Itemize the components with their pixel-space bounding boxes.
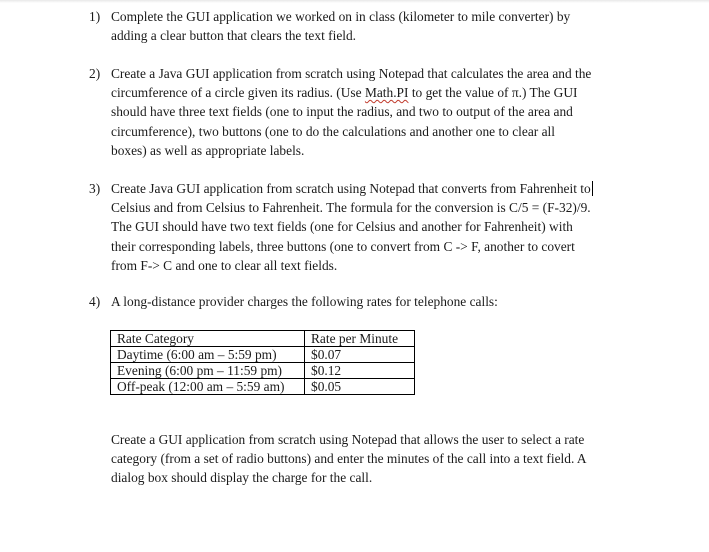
text-segment: Create Java GUI application from scratch using Notepad that converts from Fahrenheit to [111, 181, 591, 196]
table-header-cell: Rate Category [111, 331, 305, 347]
text-line: from F-> C and one to clear all text fields. [111, 257, 338, 273]
text-line: circumference), two buttons (one to do the calculations and another one to clear all [111, 123, 555, 139]
question-text [111, 292, 647, 311]
text-line: Create a Java GUI application from scratch using Notepad that calculates the area and the [111, 66, 592, 81]
text-line: boxes) as well as appropriate labels. [111, 142, 305, 158]
spellcheck-flagged-word: Math.PI [364, 85, 409, 101]
text-line: should have three text fields (one to input the radius, and two to output of the area and [111, 104, 573, 120]
rates-table [110, 330, 415, 395]
text-segment: to get the value of π.) The GUI [408, 85, 578, 101]
question-number: 1) [89, 9, 101, 24]
text-line: The GUI should have two text fields (one for Celsius and another for Fahrenheit) with [111, 219, 573, 235]
question-number: 2) [89, 66, 101, 81]
text-line: dialog box should display the charge for the call. [111, 470, 373, 486]
table-cell: Evening (6:00 pm – 11:59 pm) [111, 363, 305, 379]
page-top-edge [0, 0, 709, 3]
table-row [111, 379, 415, 395]
text-line: category (from a set of radio buttons) and enter the minutes of the call into a text field. A [111, 451, 587, 467]
text-line: Complete the GUI application we worked on in class (kilometer to mile converter) by [111, 9, 571, 24]
table-cell: $0.05 [305, 379, 415, 395]
question-text [111, 179, 647, 275]
table-cell: $0.12 [305, 363, 415, 379]
table-row [111, 347, 415, 363]
question-text [111, 64, 647, 160]
text-line: adding a clear button that clears the text field. [111, 28, 357, 44]
table-cell: $0.07 [305, 347, 415, 363]
table-row [111, 363, 415, 379]
table-header-cell: Rate per Minute [305, 331, 415, 347]
table-cell: Daytime (6:00 am – 5:59 pm) [111, 347, 305, 363]
question-text [111, 7, 647, 45]
text-line: Create a GUI application from scratch using Notepad that allows the user to select a rate [111, 432, 585, 447]
table-cell: Off-peak (12:00 am – 5:59 am) [111, 379, 305, 395]
question-number: 4) [89, 294, 101, 309]
text-line [111, 83, 647, 102]
text-line: A long-distance provider charges the following rates for telephone calls: [111, 294, 498, 309]
table-header-row [111, 331, 415, 347]
question-text [111, 430, 647, 488]
text-cursor [592, 181, 593, 196]
question-number: 3) [89, 181, 101, 196]
text-line: their corresponding labels, three buttons (one to convert from C -> F, another to covert [111, 238, 575, 254]
text-line: Celsius and from Celsius to Fahrenheit. The formula for the conversion is C/5 = (F-32)/9. [111, 200, 591, 216]
text-line [111, 179, 647, 198]
text-segment: circumference of a circle given its radius. (Use [111, 85, 365, 101]
